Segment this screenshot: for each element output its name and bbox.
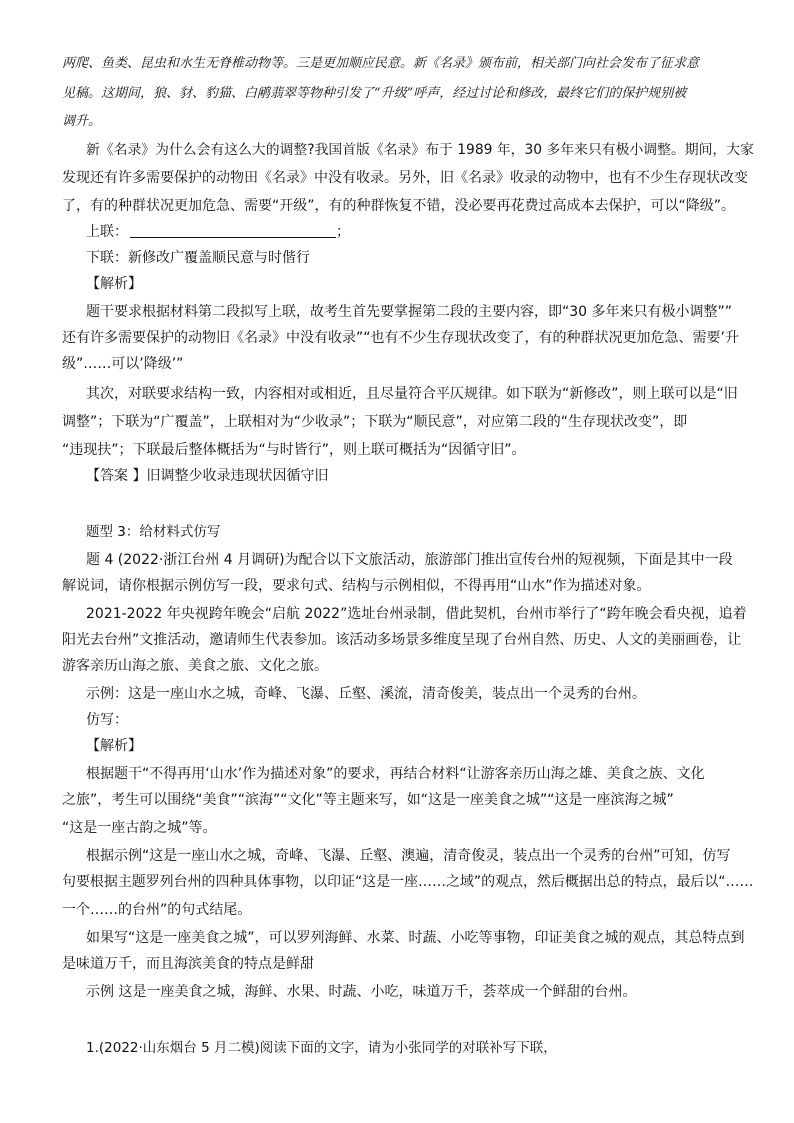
imitate-prompt: 仿写： (86, 712, 128, 728)
passage-line: 见稿。这期间，狼、豺、豹猫、白鹇翡翠等物种引发了“升级”呼声，经过讨论和修改，最终它们的保护规别被 (62, 86, 687, 101)
upper-couplet (86, 222, 350, 242)
analysis-line: 题干要求根据材料第二段拟写上联，故考生首先要掌握第二段的主要内容，即“30 多年来只有极小调整”” (86, 304, 733, 320)
analysis-line: 其次，对联要求结构一致，内容相对或相近，且尽量符合平仄规律。如下联为“新修改”，则上联可以是“旧 (86, 386, 738, 402)
question-paragraph: 发现还有许多需要保护的动物田《名录》中没有收录。另外，旧《名录》收录的动物中，也有不少生存现状改变 (62, 170, 748, 186)
passage-line: 两爬、鱼类、昆虫和水生无脊椎动物等。三是更加顺应民意。新《名录》颁布前，相关部门向社会发布了征求意 (62, 56, 700, 71)
analysis-line: 示例 这是一座美食之城，海鲜、水果、时蔬、小吃，味道万千，荟萃成一个鲜甜的台州。 (86, 984, 637, 1000)
analysis-line: 如果写“这是一座美食之城”，可以罗列海鲜、水菜、时蔬、小吃等事物，印证美食之城的观点，其总特点到 (86, 930, 745, 946)
analysis-line: 根据示例“这是一座山水之城，奇峰、飞瀑、丘壑、澳遍，清奇俊灵，装点出一个灵秀的台州”可知，仿写 (86, 848, 731, 864)
material-line: 游客亲历山海之旅、美食之旅、文化之旅。 (62, 658, 328, 674)
upper-couplet-blank[interactable] (130, 223, 336, 238)
analysis-line: 根据题干“不得再用‘山水’作为描述对象”的要求，再结合材料“让游客亲历山海之雄、美食之族、文化 (86, 766, 705, 782)
lower-couplet: 下联：新修改广覆盖顺民意与时偕行 (86, 250, 310, 266)
material-line: 阳光去台州”文推活动，邀请师生代表参加。该活动多场景多维度呈现了台州自然、历史、人文的美丽画卷，让 (62, 632, 742, 648)
analysis-line: 一个……的台州”的句式结尾。 (62, 902, 252, 918)
analysis-line: “违现扶”；下联最后整体概括为“与时皆行”，则上联可概括为“因循守旧”。 (62, 442, 526, 458)
analysis-line: 句要根据主题罗列台州的四种具体事物，以印证“这是一座……之域”的观点，然后概据出总的特点，最后以“…… (62, 874, 754, 890)
analysis-label: 【解析】 (86, 276, 142, 292)
upper-couplet-end: ； (336, 224, 350, 240)
section-heading: 题型 3：给材料式仿写 (86, 524, 221, 540)
analysis-line: 是味道万千，而且海滨美食的特点是鲜甜 (62, 956, 314, 972)
analysis-label: 【解析】 (86, 738, 142, 754)
upper-couplet-label: 上联： (86, 224, 128, 240)
analysis-line: 之旅”，考生可以围绕“美食”“滨海”“文化”等主题来写，如“这是一座美食之城”“这是一座滨海之城” (62, 792, 674, 808)
question-4-line: 题 4 (2022·浙江台州 4 月调研)为配合以下文旅活动，旅游部门推出宣传台州的短视频，下面是其中一段 (86, 552, 733, 568)
example-line: 示例：这是一座山水之城，奇峰、飞瀑、丘壑、溪流，清奇俊美，装点出一个灵秀的台州。 (86, 686, 646, 702)
question-paragraph: 新《名录》为什么会有这么大的调整?我国首版《名录》布于 1989 年，30 多年来只有极小调整。期间，大家 (86, 142, 754, 158)
answer-line: 【答案 】旧调整少收录违现状因循守旧 (86, 468, 329, 484)
analysis-line: “这是一座古韵之城”等。 (62, 820, 217, 836)
passage-line: 调升。 (62, 114, 102, 129)
analysis-line: 级”……可以’降级’” (62, 356, 184, 372)
material-line: 2021-2022 年央视跨年晚会“启航 2022”选址台州录制，借此契机，台州市举行了“跨年晚会看央视，追着 (86, 606, 747, 622)
analysis-line: 还有许多需要保护的动物旧《名录》中没有收录”“也有不少生存现状改变了，有的种群状况更加危急、需要’升 (62, 330, 739, 346)
question-paragraph: 了，有的种群状况更加危急、需要“开级”，有的种群恢复不错，没必要再花费过高成本去保护，可以“降级”。 (62, 198, 736, 214)
question-1-line: 1.(2022·山东烟台 5 月二模)阅读下面的文字，请为小张同学的对联补写下联， (86, 1040, 557, 1056)
analysis-line: 调整”；下联为“广覆盖”，上联相对为“少收录”；下联为“顺民意”，对应第二段的“生存现状改变”，即 (62, 414, 688, 430)
question-4-line: 解说词，请你根据示例仿写一段，要求句式、结构与示例相似，不得再用“山水”作为描述对象。 (62, 578, 651, 594)
